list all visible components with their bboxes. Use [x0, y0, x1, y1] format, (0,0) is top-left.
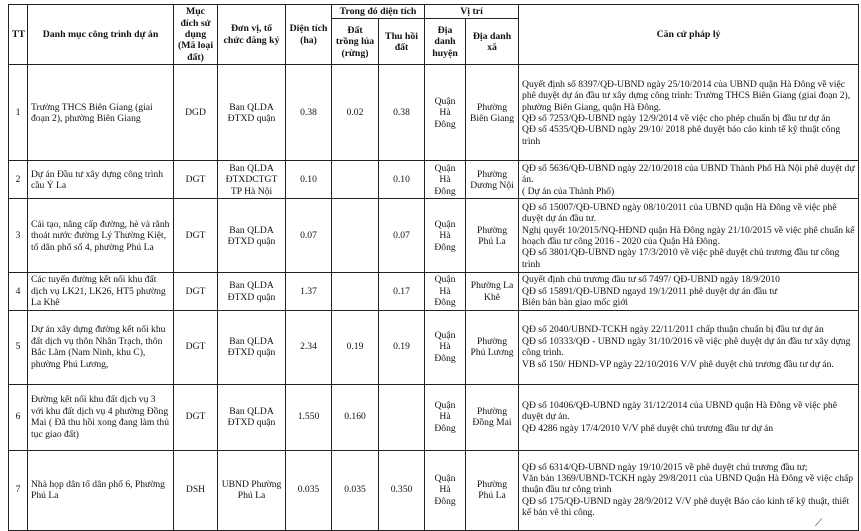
commune-cell: Phường Biên Giang — [466, 65, 519, 161]
row-number: 3 — [9, 199, 28, 273]
header-group-location: Vị trí — [425, 5, 519, 19]
legal-basis-line: Quyết định chủ trương đầu tư số 7497/ QĐ-UBND ngày 18/9/2010 — [522, 274, 780, 286]
area-cell: 0.07 — [286, 199, 332, 273]
organization-cell: Ban QLDA ĐTXD quận — [218, 310, 286, 384]
project-name-cell: Cải tạo, nâng cấp đường, hè và rãnh thoát nước đường Lý Thường Kiệt, tổ dân phố số 4, phường Phú La — [28, 199, 174, 273]
organization-cell: Ban QLDA ĐTXD quận — [218, 65, 286, 161]
table-row — [9, 384, 859, 450]
commune-cell: Phường Phú La — [466, 199, 519, 273]
district-cell: Quận Hà Đông — [425, 384, 466, 450]
organization-cell: Ban QLDA ĐTXD quận — [218, 199, 286, 273]
page-corner-mark: ⟋ — [815, 518, 822, 529]
commune-cell: Phường Phú La — [466, 450, 519, 530]
purpose-code-cell: DGD — [174, 65, 218, 161]
table-row — [9, 450, 859, 530]
legal-basis-line: Văn bản 1369/UBND-TCKH ngày 29/8/2011 của UBND Quận Hà Đông về việc chấp thuận đầu tư công trình — [522, 473, 854, 496]
header-project-name: Danh mục công trình dự án — [28, 5, 174, 65]
legal-basis-line: QĐ 4286 ngày 17/4/2010 V/V phê duyệt chủ trương đầu tư dự án — [522, 422, 774, 434]
table-row — [9, 199, 859, 273]
header-group-area-breakdown: Trong đó diện tích — [332, 5, 425, 19]
recovered-land-cell — [379, 384, 425, 450]
legal-basis-line: QĐ số 4535/QĐ-UBND ngày 29/10/ 2018 phê duyệt báo cáo kinh tế kỹ thuật công trình — [522, 124, 841, 147]
area-cell: 0.10 — [286, 161, 332, 199]
legal-basis-line: QĐ số 6314/QĐ-UBND ngày 19/10/2015 về phê duyệt chủ trương đầu tư; — [522, 461, 808, 473]
table-row — [9, 161, 859, 199]
recovered-land-cell: 0.07 — [379, 199, 425, 273]
header-tt: TT — [9, 5, 28, 65]
legal-basis-line: VB số 150/ HĐND-VP ngày 22/10/2016 V/V phê duyệt chủ trương đầu tư dự án. — [522, 358, 834, 370]
district-cell: Quận Hà Đông — [425, 65, 466, 161]
recovered-land-cell: 0.38 — [379, 65, 425, 161]
legal-basis-cell — [519, 199, 859, 273]
legal-basis-line: Biên bản bàn giao mốc giới — [522, 297, 629, 309]
commune-cell: Phường La Khê — [466, 273, 519, 310]
table-body — [9, 65, 859, 530]
recovered-land-cell: 0.10 — [379, 161, 425, 199]
row-number: 4 — [9, 273, 28, 310]
legal-basis-cell — [519, 273, 859, 310]
legal-basis-cell — [519, 384, 859, 450]
purpose-code-cell: DSH — [174, 450, 218, 530]
organization-cell: Ban QLDA ĐTXD quận — [218, 273, 286, 310]
recovered-land-cell: 0.17 — [379, 273, 425, 310]
project-name-cell: Trường THCS Biên Giang (giai đoạn 2), phường Biên Giang — [28, 65, 174, 161]
project-name-cell: Dự án Đầu tư xây dựng công trình cầu Ỷ La — [28, 161, 174, 199]
rice-land-cell: 0.19 — [332, 310, 379, 384]
legal-basis-cell — [519, 450, 859, 530]
rice-land-cell: 0.160 — [332, 384, 379, 450]
recovered-land-cell: 0.19 — [379, 310, 425, 384]
area-cell: 0.035 — [286, 450, 332, 530]
table-row — [9, 310, 859, 384]
legal-basis-line: QĐ số 15007/QĐ-UBND ngày 08/10/2011 của UBND quận Hà Đông về việc phê duyệt dự án đầu tư. — [522, 201, 837, 225]
row-number: 1 — [9, 65, 28, 161]
legal-basis-line: ( Dự án của Thành Phố) — [522, 185, 615, 197]
district-cell: Quận Hà Đông — [425, 161, 466, 199]
legal-basis-line: QĐ số 7253/QĐ-UBND ngày 12/9/2014 về việc cho phép chuẩn bị đầu tư dự án — [522, 112, 831, 124]
project-name-cell: Các tuyến đường kết nối khu đất dịch vụ LK21, LK26, HT5 phường La Khê — [28, 273, 174, 310]
district-cell: Quận Hà Đông — [425, 450, 466, 530]
legal-basis-line: QĐ số 2040/UBND-TCKH ngày 22/11/2011 chấp thuận chuẩn bị đầu tư dự án — [522, 324, 824, 336]
area-cell: 2.34 — [286, 310, 332, 384]
project-name-cell: Nhà họp dân tổ dân phố 6, Phường Phú La — [28, 450, 174, 530]
header-organization: Đơn vị, tổ chức đăng ký — [218, 5, 286, 65]
header-recovered-land: Thu hồi đất — [379, 19, 425, 65]
rice-land-cell: 0.035 — [332, 450, 379, 530]
project-name-cell: Đường kết nối khu đất dịch vụ 3 với khu đất dịch vụ 4 phường Đồng Mai ( Đã thu hồi xong đang làm thủ tục giao đất) — [28, 384, 174, 450]
organization-cell: Ban QLDA ĐTXDCTGT TP Hà Nội — [218, 161, 286, 199]
area-cell: 1.550 — [286, 384, 332, 450]
legal-basis-cell — [519, 161, 859, 199]
header-commune: Địa danh xã — [466, 19, 519, 65]
area-cell: 1.37 — [286, 273, 332, 310]
row-number: 2 — [9, 161, 28, 199]
purpose-code-cell: DGT — [174, 273, 218, 310]
purpose-code-cell: DGT — [174, 384, 218, 450]
district-cell: Quận Hà Đông — [425, 310, 466, 384]
organization-cell: Ban QLDA ĐTXD quận — [218, 384, 286, 450]
table-row — [9, 273, 859, 310]
legal-basis-cell — [519, 65, 859, 161]
header-rice-land: Đất trồng lúa (rừng) — [332, 19, 379, 65]
table-row — [9, 65, 859, 161]
recovered-land-cell: 0.350 — [379, 450, 425, 530]
row-number: 7 — [9, 450, 28, 530]
legal-basis-line: QĐ số 175/QĐ-UBND ngày 28/9/2012 V/V phê duyệt Báo cáo kinh tế kỹ thuật, thiết kế bản vẽ thi công. — [522, 495, 850, 519]
purpose-code-cell: DGT — [174, 161, 218, 199]
project-name-cell: Dự án xây dựng đường kết nối khu đất dịch vụ thôn Nhân Trạch, thôn Bắc Lãm (Nam Ninh, khu C), phường Phú Lương, — [28, 310, 174, 384]
commune-cell: Phường Đồng Mai — [466, 384, 519, 450]
legal-basis-line: QĐ số 10333/QĐ - UBND ngày 31/10/2016 về việc phê duyệt dự án đầu tư xây dựng công trình. — [522, 335, 851, 359]
organization-cell: UBND Phường Phú La — [218, 450, 286, 530]
purpose-code-cell: DGT — [174, 310, 218, 384]
purpose-code-cell: DGT — [174, 199, 218, 273]
header-district: Địa danh huyện — [425, 19, 466, 65]
legal-basis-line: QĐ số 5636/QĐ-UBND ngày 22/10/2018 của UBND Thành Phố Hà Nội phê duyệt dự án. — [522, 162, 855, 186]
legal-basis-line: QĐ số 10406/QĐ-UBND ngày 31/12/2014 của UBND quận Hà Đông về việc phê duyệt dự án. — [522, 400, 837, 423]
row-number: 6 — [9, 384, 28, 450]
district-cell: Quận Hà Đông — [425, 199, 466, 273]
row-number: 5 — [9, 310, 28, 384]
commune-cell: Phường Phú Lương — [466, 310, 519, 384]
header-purpose: Mục đích sử dụng (Mã loại đất) — [174, 5, 218, 65]
rice-land-cell — [332, 161, 379, 199]
legal-basis-line: Quyết định số 8397/QĐ-UBND ngày 25/10/2014 của UBND quận Hà Đông về việc phê duyệt dự án đầu tư xây dựng công trình: Trường THCS Biên Giang (giai đoạn 2), phường Biên Giang, quận Hà Đông. — [522, 78, 851, 113]
legal-basis-line: QĐ số 15891/QĐ-UBND ngayd 19/1/2011 phê duyệt dự án đầu tư — [522, 285, 778, 297]
legal-basis-line: QĐ số 3801/QĐ-UBND ngày 17/3/2010 về việc phê duyệt chủ trương đầu tư công trình — [522, 247, 840, 270]
area-cell: 0.38 — [286, 65, 332, 161]
rice-land-cell: 0.02 — [332, 65, 379, 161]
rice-land-cell — [332, 273, 379, 310]
district-cell: Quận Hà Đông — [425, 273, 466, 310]
land-use-project-table — [8, 4, 859, 531]
header-area: Diện tích (ha) — [286, 5, 332, 65]
commune-cell: Phường Dương Nội — [466, 161, 519, 199]
rice-land-cell — [332, 199, 379, 273]
legal-basis-cell — [519, 310, 859, 384]
header-legal-basis: Căn cứ pháp lý — [519, 5, 859, 65]
legal-basis-line: Nghị quyết 10/2015/NQ-HĐND quận Hà Đông ngày 21/10/2015 về việc phê chuẩn kế hoạch đầu tư công 2016 - 2020 của Quận Hà Đông. — [522, 224, 855, 247]
